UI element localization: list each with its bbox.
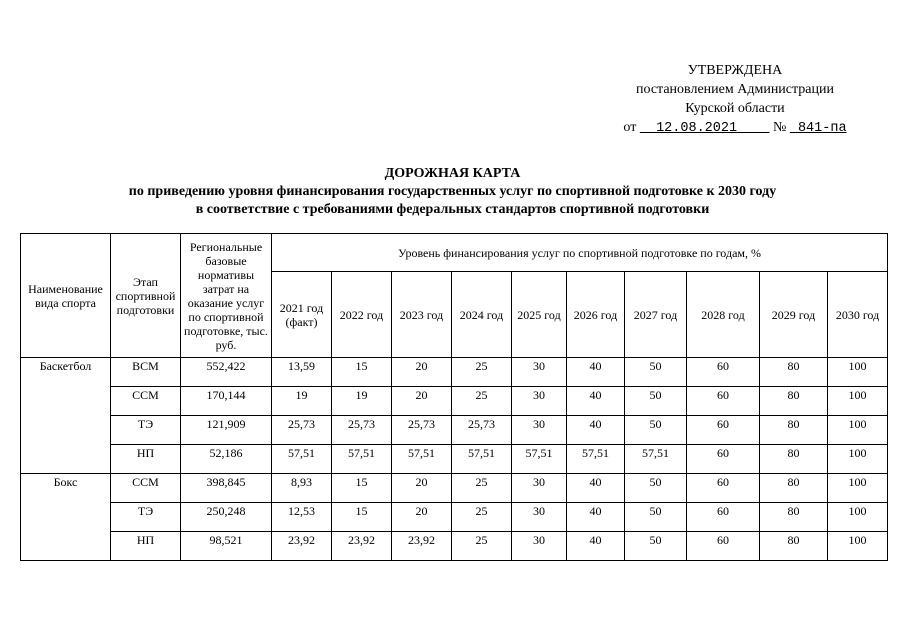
year-value-cell: 50 (625, 387, 687, 416)
year-value-cell: 100 (828, 358, 888, 387)
header-regional: Региональные базовые нормативы затрат на оказание услуг по спортивной подготовке, тыс. руб. (181, 234, 272, 358)
year-value-cell: 100 (828, 532, 888, 561)
year-value-cell: 80 (760, 358, 828, 387)
year-value-cell: 60 (687, 445, 760, 474)
approval-block (600, 61, 870, 138)
header-stage: Этап спортивной подготовки (111, 234, 181, 358)
year-value-cell: 25 (452, 503, 512, 532)
year-value-cell: 25 (452, 358, 512, 387)
year-value-cell: 50 (625, 416, 687, 445)
year-value-cell: 60 (687, 358, 760, 387)
year-value-cell: 60 (687, 532, 760, 561)
year-value-cell: 25,73 (332, 416, 392, 445)
date-prefix: от (623, 120, 637, 135)
year-value-cell: 80 (760, 387, 828, 416)
header-year: 2025 год (512, 272, 567, 358)
stage-cell: ССМ (111, 387, 181, 416)
year-value-cell: 20 (392, 387, 452, 416)
year-value-cell: 19 (272, 387, 332, 416)
number-prefix: № (772, 120, 787, 135)
year-value-cell: 12,53 (272, 503, 332, 532)
approval-date-line (600, 118, 870, 138)
year-value-cell: 20 (392, 474, 452, 503)
year-value-cell: 60 (687, 474, 760, 503)
year-value-cell: 30 (512, 387, 567, 416)
header-year: 2026 год (567, 272, 625, 358)
table-row (21, 532, 888, 561)
year-value-cell: 40 (567, 474, 625, 503)
year-value-cell: 50 (625, 474, 687, 503)
regional-cost-cell: 552,422 (181, 358, 272, 387)
header-year: 2028 год (687, 272, 760, 358)
year-value-cell: 80 (760, 503, 828, 532)
year-value-cell: 30 (512, 358, 567, 387)
regional-cost-cell: 398,845 (181, 474, 272, 503)
year-value-cell: 57,51 (452, 445, 512, 474)
header-year: 2030 год (828, 272, 888, 358)
document-title (0, 165, 905, 219)
year-value-cell: 40 (567, 503, 625, 532)
year-value-cell: 25 (452, 387, 512, 416)
year-value-cell: 8,93 (272, 474, 332, 503)
year-value-cell: 100 (828, 503, 888, 532)
year-value-cell: 25 (452, 532, 512, 561)
year-value-cell: 30 (512, 532, 567, 561)
year-value-cell: 15 (332, 358, 392, 387)
year-value-cell: 100 (828, 387, 888, 416)
year-value-cell: 13,59 (272, 358, 332, 387)
year-value-cell: 20 (392, 503, 452, 532)
header-sport: Наименование вида спорта (21, 234, 111, 358)
regional-cost-cell: 121,909 (181, 416, 272, 445)
table-row (21, 474, 888, 503)
year-value-cell: 25 (452, 474, 512, 503)
regional-cost-cell: 250,248 (181, 503, 272, 532)
stage-cell: НП (111, 532, 181, 561)
year-value-cell: 40 (567, 358, 625, 387)
year-value-cell: 80 (760, 474, 828, 503)
title-line-1: ДОРОЖНАЯ КАРТА (384, 166, 521, 181)
year-value-cell: 80 (760, 445, 828, 474)
year-value-cell: 57,51 (512, 445, 567, 474)
year-value-cell: 40 (567, 387, 625, 416)
title-line-2: по приведению уровня финансирования государственных услуг по спортивной подготовке к 2030 году (128, 184, 777, 199)
year-value-cell: 20 (392, 358, 452, 387)
header-year: 2027 год (625, 272, 687, 358)
table-row (21, 503, 888, 532)
year-value-cell: 57,51 (625, 445, 687, 474)
header-level: Уровень финансирования услуг по спортивной подготовке по годам, % (272, 234, 888, 272)
sport-name-cell: Баскетбол (21, 358, 111, 474)
stage-cell: ССМ (111, 474, 181, 503)
stage-cell: ТЭ (111, 416, 181, 445)
approval-line-2: постановлением Администрации (636, 82, 834, 97)
year-value-cell: 30 (512, 416, 567, 445)
roadmap-table (20, 233, 888, 561)
year-value-cell: 60 (687, 503, 760, 532)
year-value-cell: 50 (625, 532, 687, 561)
year-value-cell: 57,51 (272, 445, 332, 474)
year-value-cell: 50 (625, 358, 687, 387)
regional-cost-cell: 98,521 (181, 532, 272, 561)
year-value-cell: 80 (760, 532, 828, 561)
year-value-cell: 50 (625, 503, 687, 532)
year-value-cell: 40 (567, 532, 625, 561)
header-year: 2024 год (452, 272, 512, 358)
year-value-cell: 15 (332, 503, 392, 532)
year-value-cell: 57,51 (392, 445, 452, 474)
table-row (21, 416, 888, 445)
header-year: 2022 год (332, 272, 392, 358)
table-body (21, 358, 888, 561)
table-row (21, 387, 888, 416)
approval-line-3: Курской области (685, 101, 785, 116)
header-year: 2029 год (760, 272, 828, 358)
year-value-cell: 25,73 (272, 416, 332, 445)
header-year: 2021 год (факт) (272, 272, 332, 358)
approval-title: УТВЕРЖДЕНА (687, 63, 783, 78)
approval-number: 841-па (797, 121, 847, 136)
year-value-cell: 100 (828, 416, 888, 445)
year-value-cell: 100 (828, 445, 888, 474)
stage-cell: НП (111, 445, 181, 474)
year-value-cell: 23,92 (332, 532, 392, 561)
year-value-cell: 60 (687, 387, 760, 416)
table-row (21, 445, 888, 474)
stage-cell: ВСМ (111, 358, 181, 387)
title-line-3: в соответствие с требованиями федеральных стандартов спортивной подготовки (195, 202, 710, 217)
year-value-cell: 30 (512, 503, 567, 532)
year-value-cell: 23,92 (272, 532, 332, 561)
year-value-cell: 15 (332, 474, 392, 503)
year-value-cell: 40 (567, 416, 625, 445)
year-value-cell: 30 (512, 474, 567, 503)
approval-date: 12.08.2021 (656, 121, 738, 136)
year-value-cell: 25,73 (452, 416, 512, 445)
year-value-cell: 60 (687, 416, 760, 445)
year-value-cell: 19 (332, 387, 392, 416)
regional-cost-cell: 52,186 (181, 445, 272, 474)
year-value-cell: 57,51 (567, 445, 625, 474)
header-year: 2023 год (392, 272, 452, 358)
sport-name-cell: Бокс (21, 474, 111, 561)
stage-cell: ТЭ (111, 503, 181, 532)
year-value-cell: 23,92 (392, 532, 452, 561)
year-value-cell: 57,51 (332, 445, 392, 474)
year-value-cell: 80 (760, 416, 828, 445)
year-value-cell: 25,73 (392, 416, 452, 445)
year-value-cell: 100 (828, 474, 888, 503)
table-row (21, 358, 888, 387)
regional-cost-cell: 170,144 (181, 387, 272, 416)
